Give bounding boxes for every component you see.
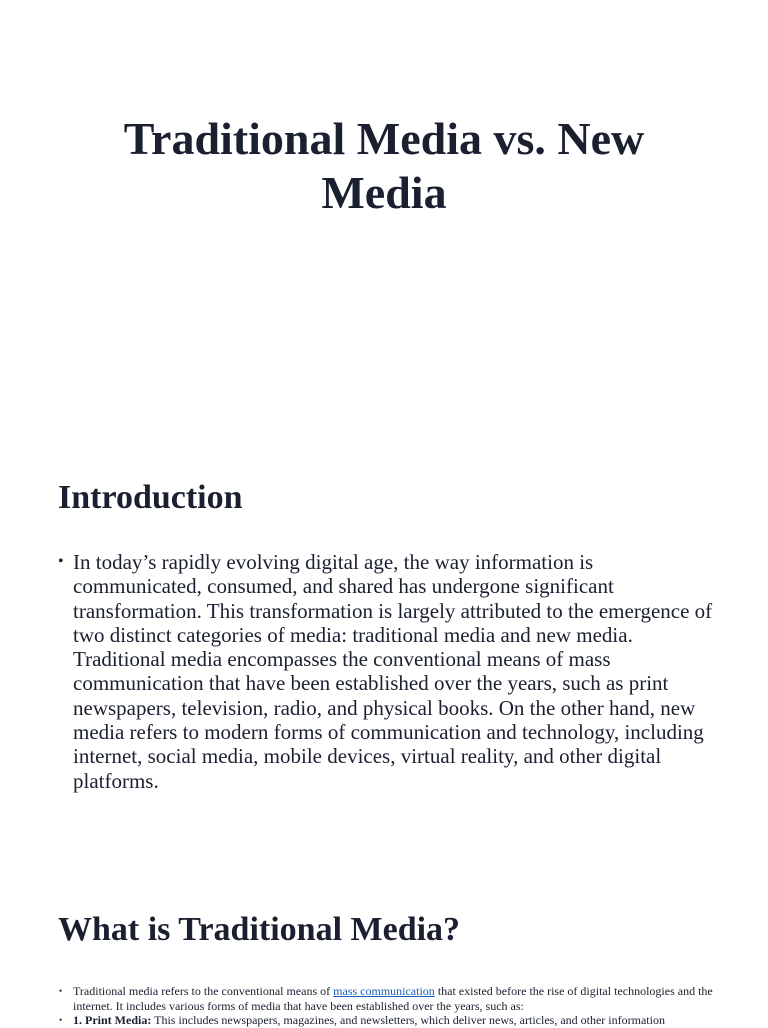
list-item — [58, 984, 718, 1013]
page-title: Traditional Media vs. New Media — [123, 113, 645, 218]
bullet1-text-after: that existed before the rise of digital technologies and the internet. It includes various forms of media that have been established over the years, such as: — [73, 984, 713, 1013]
print-media-text: This includes newspapers, magazines, and newsletters, which deliver news, articles, and other information — [151, 1013, 665, 1027]
title-slide — [0, 0, 768, 440]
list-item — [58, 1013, 718, 1028]
traditional-media-heading: What is Traditional Media? — [58, 911, 461, 948]
bullet1-text-before: Traditional media refers to the conventional means of — [73, 984, 334, 998]
introduction-bullets — [58, 550, 718, 793]
mass-communication-link[interactable]: mass communication — [333, 984, 435, 998]
traditional-media-bullets — [58, 984, 718, 1028]
print-media-label: 1. Print Media: — [73, 1013, 152, 1027]
introduction-heading: Introduction — [58, 479, 243, 516]
introduction-paragraph: • In today’s rapidly evolving digital age, the way information is communicated, consumed, and shared has undergone significant transformation. This transformation is largely attributed to the emergence of two distinct categories of media: traditional media and new media. Traditional media encompasses the conventional means of mass communication that have been established over the years, such as print newspapers, television, radio, and physical books. On the other hand, new media refers to modern forms of communication and technology, including internet, social media, mobile devices, virtual reality, and other digital platforms. — [58, 550, 718, 793]
